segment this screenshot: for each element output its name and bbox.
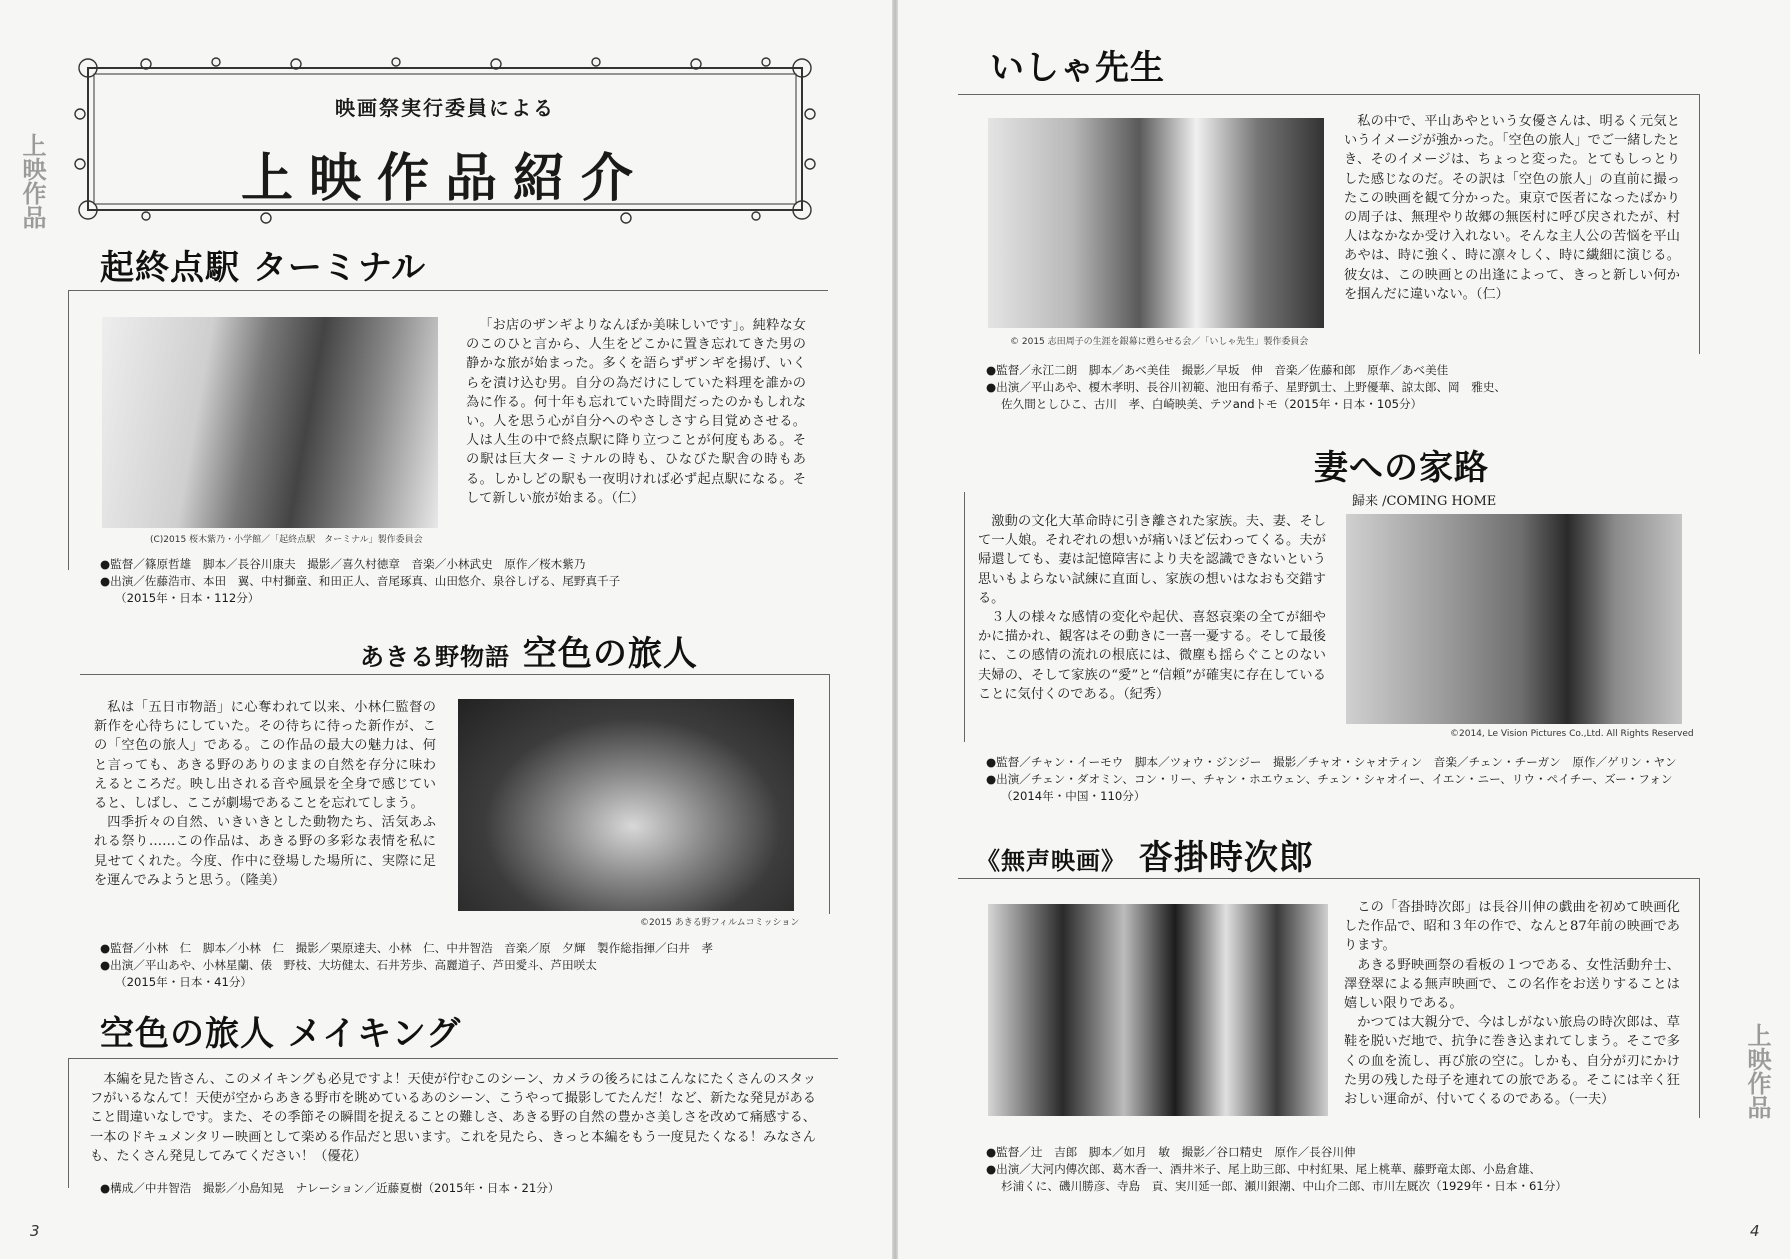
review-paragraph: あきる野映画祭の看板の１つである、女性活動弁士、澤登翠による無声映画で、この名作をお送りすることは嬉しい限りである。 [1344, 957, 1680, 1012]
film-photo-isha [988, 118, 1324, 328]
film-credits-making [100, 1180, 559, 1197]
film-review-kutsukake [1344, 898, 1680, 1109]
section-frame-shuten [68, 290, 828, 291]
credits-staff: ●監督／辻 吉郎 脚本／如月 敏 撮影／谷口精史 原作／長谷川伸 [986, 1145, 1356, 1159]
credits-cast: ●出演／チェン・ダオミン、コン・リー、チャン・ホエウェン、チェン・シャオイー、イエン・ニー、リウ・ペイチー、ズー・フォン [986, 772, 1673, 786]
film-credits-sorairo [100, 940, 713, 991]
photo-caption-isha: © 2015 志田周子の生涯を銀幕に甦らせる会／「いしゃ先生」製作委員会 [1010, 337, 1309, 347]
film-title-kutsukake [976, 830, 1314, 879]
credits-info: （2015年・日本・112分） [115, 591, 260, 605]
film-subtitle-tsuma: 歸来 /COMING HOME [1352, 494, 1497, 509]
film-credits-isha [986, 362, 1506, 413]
page-number-left: 3 [30, 1222, 40, 1240]
film-title-shuten: 起終点駅 ターミナル [100, 248, 427, 288]
film-title-prefix: あきる野物語 [360, 643, 510, 671]
header-subtitle: 映画祭実行委員による [335, 96, 555, 120]
credits-info: （2014年・中国・110分） [1001, 789, 1146, 803]
film-review-shuten: 「お店のザンギよりなんぼか美味しいです」。純粋な女のこのひと言から、人生をどこかに置き忘れてきた男の静かな旅が始まった。多くを語らずザンギを揚げ、いくらを漬け込む男。自分の為だけにしていた料理を誰かの為に作る。何十年も忘れていた時間だったのかもしれない。人を思う心が自分へのやさしさすら目覚めさせる。人は人生の中で終点駅に降り立つことが何度もある。その駅は巨大ターミナルの時も、ひなびた駅舎の時もある。しかしどの駅も一夜明ければ必ず起点駅になる。そして新しい旅が始まる。（仁） [466, 318, 806, 506]
photo-caption-tsuma: ©2014, Le Vision Pictures Co.,Ltd. All Rights Reserved [1450, 729, 1694, 739]
film-review-tsuma [978, 512, 1326, 704]
credits-cast: ●出演／平山あや、榎木孝明、長谷川初範、池田有希子、星野凱士、上野優華、諒太郎、岡 雅史、 [986, 380, 1507, 394]
review-paragraph: ３人の様々な感情の変化や起伏、喜怒哀楽の全てが細やかに描かれ、観客はその動きに一喜一憂する。そして最後に、この感情の流れの根底には、微塵も揺らぐことのない夫婦の、そして家族の“愛”と“信頼”が確実に存在していることに気付くのである。（紀秀） [978, 610, 1326, 702]
credits-cast-cont: 佐久間としひこ、古川 孝、白崎映美、テツandトモ（2015年・日本・105分） [1001, 397, 1423, 411]
film-review-isha: 私の中で、平山あやという女優さんは、明るく元気というイメージが強かった。「空色の旅人」でご一緒したとき、そのイメージは、ちょっと変った。とてもしっとりした感じなのだ。その訳は「空色の旅人」の直前に撮ったこの映画を観て分かった。東京で医者になったばかりの周子は、無理やり故郷の無医村に呼び戻されたが、村人はなかなか受け入れない。そんな主人公の苦悩を平山あやは、時に強く、時に凛々しく、時に繊細に演じる。彼女は、この映画との出逢によって、きっと新しい何かを掴んだに違いない。（仁） [1344, 114, 1680, 302]
film-credits-shuten [100, 556, 620, 607]
book-spine [892, 0, 898, 1259]
film-title-main: 沓掛時次郎 [1138, 838, 1314, 878]
film-photo-tsuma [1346, 514, 1682, 724]
page-number-right: 4 [1750, 1222, 1760, 1240]
credits-cast: ●出演／平山あや、小林星蘭、俵 野枝、大坊健太、石井芳歩、高麗道子、芦田愛斗、芦田咲太 [100, 958, 597, 972]
review-paragraph: かつては大親分で、今はしがない旅烏の時次郎は、草鞋を脱いだ地で、抗争に巻き込まれてしまう。そこで多くの血を流し、再び旅の空に。しかも、自分が刃にかけた男の残した母子を連れての旅である。そこには辛く狂おしい運命が、付いてくるのである。（一夫） [1344, 1015, 1680, 1108]
film-title-prefix: 《無声映画》 [976, 847, 1126, 875]
header-title: 上映作品紹介 [240, 149, 649, 209]
film-photo-shuten [102, 317, 438, 528]
film-title-sorairo [360, 626, 698, 675]
credits-info: （2015年・日本・41分） [115, 975, 253, 989]
credits-staff: ●監督／篠原哲雄 脚本／長谷川康夫 撮影／喜久村徳章 音楽／小林武史 原作／桜木紫乃 [100, 557, 586, 571]
photo-caption-sorairo: ©2015 あきる野フィルムコミッション [640, 918, 800, 928]
side-label-text: 上映作品 [1743, 1023, 1771, 1119]
credits-cast: ●出演／大河内傳次郎、葛木香一、酒井米子、尾上助三郎、中村紅果、尾上桃華、藤野竜太郎、小島倉雄、 [986, 1162, 1542, 1176]
film-credits-tsuma [986, 754, 1677, 805]
film-photo-sorairo [458, 699, 794, 911]
review-paragraph: 四季折々の自然、いきいきとした動物たち、活気あふれる祭り……この作品は、あきる野の多彩な表情を私に見せてくれた。今度、作中に登場した場所に、実際に足を運んでみようと思う。（隆美） [94, 815, 436, 888]
review-paragraph: この「沓掛時次郎」は長谷川伸の戯曲を初めて映画化した作品で、昭和３年の作で、なんと87年前の映画であります。 [1344, 900, 1680, 954]
film-title-tsuma: 妻への家路 [1314, 448, 1489, 488]
film-title-main: 空色の旅人 [522, 634, 698, 674]
photo-caption-shuten: (C)2015 桜木紫乃・小学館／「起終点駅 ターミナル」製作委員会 [150, 535, 423, 545]
review-paragraph: 激動の文化大革命時に引き離された家族。夫、妻、そして一人娘。それぞれの想いが痛いほど伝わってくる。夫が帰還しても、妻は記憶障害により夫を認識できないという思いもよらない試練に直面し、家族の想いはなおも交錯する。 [978, 514, 1326, 606]
film-title-isha: いしゃ先生 [990, 48, 1165, 88]
credits-cast-cont: 杉浦くに、磯川勝彦、寺島 貢、実川延一郎、瀬川銀潮、中山介二郎、市川左厩次（1929年・日本・61分） [1001, 1179, 1567, 1193]
credits-staff: ●監督／チャン・イーモウ 脚本／ツォウ・ジンジー 撮影／チャオ・シャオティン 音楽／チェン・チーガン 原作／ゲリン・ヤン [986, 755, 1677, 769]
credits-cast: ●出演／佐藤浩市、本田 翼、中村獅童、和田正人、音尾琢真、山田悠介、泉谷しげる、尾野真千子 [100, 574, 621, 588]
header-title-box [66, 54, 824, 224]
section-frame-shuten-side [68, 290, 69, 570]
side-label-left [12, 96, 52, 278]
credits-staff: ●監督／小林 仁 脚本／小林 仁 撮影／栗原達夫、小林 仁、中井智浩 音楽／原 夕輝 製作総指揮／臼井 孝 [100, 941, 713, 955]
section-frame-tsuma [964, 492, 965, 742]
film-credits-kutsukake [986, 1144, 1567, 1195]
side-label-text: 上映作品 [18, 133, 46, 229]
credits-staff: ●監督／永江二朗 脚本／あべ美佳 撮影／早坂 伸 音楽／佐藤和郎 原作／あべ美佳 [986, 363, 1449, 377]
film-review-making: 本編を見た皆さん、このメイキングも必見ですよ！天使が佇むこのシーン、カメラの後ろにはこんなにたくさんのスタッフがいるなんて！天使が空からあきる野市を眺めているあのシーン、こうやって撮影してたんだ！など、新たな発見があること間違いなしです。また、その季節その瞬間を捉えることの難しさ、あきる野の自然の豊かさ美しさを改めて痛感する、一本のドキュメンタリー映画として楽める作品だと思います。これを見たら、きっと本編をもう一度見たくなる！みなさんも、たくさん発見してみてください！（優花） [90, 1072, 816, 1164]
film-review-sorairo [94, 698, 436, 890]
credits-staff: ●構成／中井智浩 撮影／小島知晃 ナレーション／近藤夏樹（2015年・日本・21分） [100, 1181, 560, 1195]
side-label-right [1737, 986, 1777, 1168]
film-title-making: 空色の旅人 メイキング [100, 1014, 462, 1054]
review-paragraph: 私は「五日市物語」に心奪われて以来、小林仁監督の新作を心待ちにしていた。その待ちに待った新作が、この「空色の旅人」である。この作品の最大の魅力は、何と言っても、あきる野のありのままの自然を存分に味わえるところだ。映し出される音や風景を全身で感じていると、しばし、ここが劇場であることを忘れてしまう。 [94, 700, 436, 812]
film-photo-kutsukake [988, 904, 1328, 1116]
